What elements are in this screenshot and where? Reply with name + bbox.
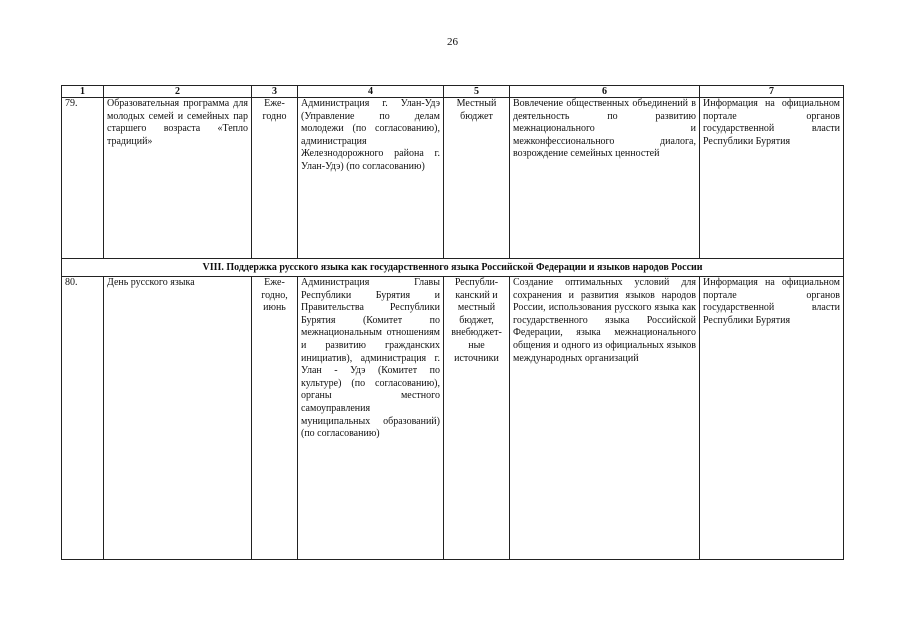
table-row [62,277,844,560]
event-name: Образовательная программа для молодых семей и семейных пар старшего возраста «Тепло традиций» [104,98,252,259]
row-number: 80. [62,277,104,560]
column-header: 6 [510,86,700,98]
column-header: 2 [104,86,252,98]
event-result: Вовлечение общественных объединений в деятельность по развитию межнационального и межконфессионального диалога, возрождение семейных ценностей [510,98,700,259]
event-period: Еже-годно [252,98,298,259]
event-result: Создание оптимальных условий для сохранения и развития языков народов России, использования русского языка как государственного языка Российской Федерации, языка межнационального общения и одного из официальных языков международных организаций [510,277,700,560]
row-number: 79. [62,98,104,259]
section-row [62,259,844,277]
page-number: 26 [447,36,458,48]
column-header: 5 [444,86,510,98]
events-table [61,85,844,560]
column-header: 4 [298,86,444,98]
event-executors: Администрация Главы Республики Бурятия и Правительства Республики Бурятия (Комитет по межнациональным отношениям и развитию гражданских инициатив), администрация г. Улан - Удэ (Комитет по культуре) (по согласованию), органы местного самоуправления муниципальных образований) (по согласованию) [298,277,444,560]
column-header: 3 [252,86,298,98]
column-header: 1 [62,86,104,98]
event-executors: Администрация г. Улан-Удэ (Управление по делам молодежи (по согласованию), администрация Железнодорожного района г. Улан-Удэ) (по согласованию) [298,98,444,259]
event-funding: Местный бюджет [444,98,510,259]
event-info: Информация на официальном портале органов государственной власти Республики Бурятия [700,98,844,259]
section-heading: VIII. Поддержка русского языка как государственного языка Российской Федерации и языков народов России [62,259,844,277]
event-period: Еже-годно, июнь [252,277,298,560]
column-header: 7 [700,86,844,98]
event-name: День русского языка [104,277,252,560]
event-info: Информация на официальном портале органов государственной власти Республики Бурятия [700,277,844,560]
event-funding: Республи-канский и местный бюджет, внебюджет-ные источники [444,277,510,560]
header-row [62,86,844,98]
table-row [62,98,844,259]
